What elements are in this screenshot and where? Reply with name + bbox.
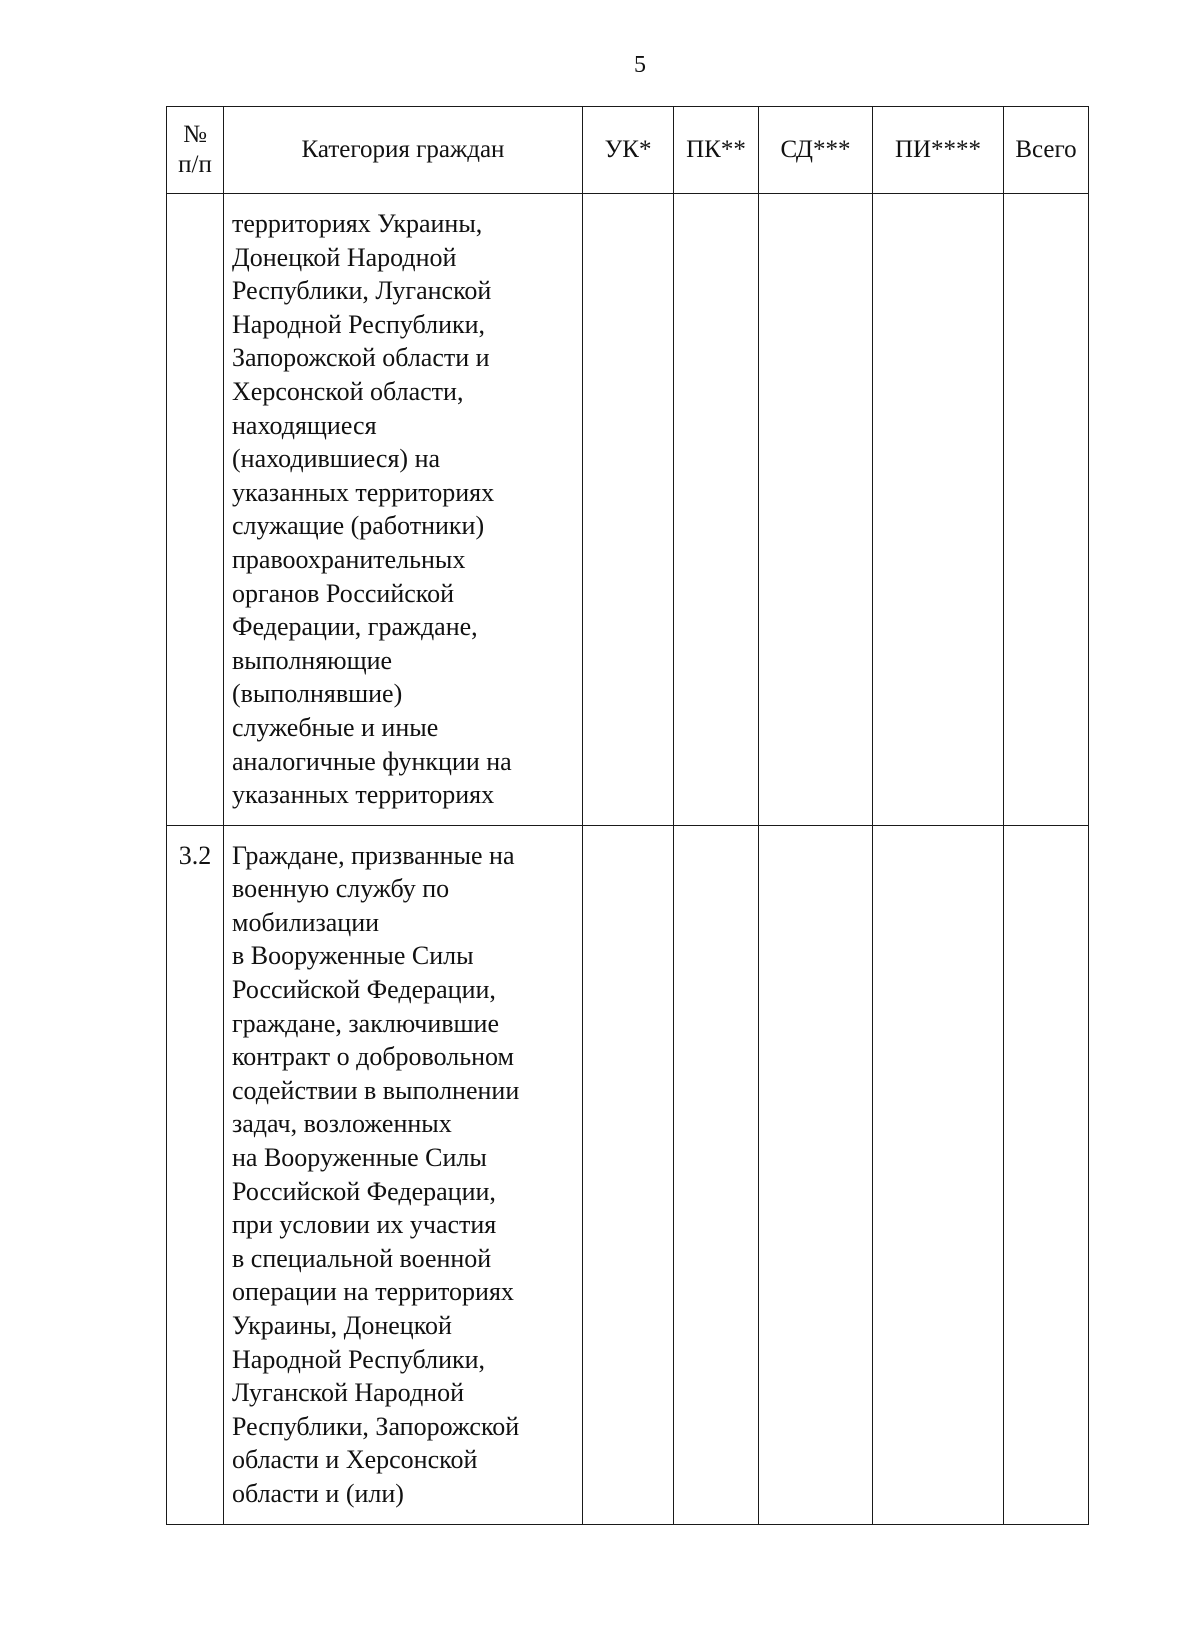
cell-pk [674,194,759,826]
category-text-line: указанных территориях [232,477,495,507]
category-text-line: на Вооруженные Силы [232,1143,487,1173]
category-text-line: (выполнявшие) [232,679,403,709]
category-text-line: Запорожской области и [232,343,490,373]
cell-uk [583,825,674,1524]
citizens-category-table [166,106,1089,1525]
header-number-order: п/п [178,151,212,178]
category-text-line: выполняющие [232,645,393,675]
row-number [167,194,224,826]
header-uk: УК* [583,107,674,194]
category-text-line: Украины, Донецкой [232,1311,452,1340]
cell-sd [759,825,873,1524]
cell-pi [873,825,1004,1524]
category-text-line: в Вооруженные Силы [232,941,474,971]
table-row [167,194,1089,826]
category-text-line: Республики, Запорожской [232,1411,520,1441]
category-text-line: правоохранительных [232,544,466,574]
header-number [167,107,224,194]
category-text-line: органов Российской [232,578,455,608]
category-text-line: Народной Республики, [232,309,486,339]
cell-pi [873,194,1004,826]
category-text-line: военную службу по [232,874,450,904]
row-category [224,194,583,826]
category-text-line: в специальной военной [232,1243,492,1273]
category-text-line: Российской Федерации, [232,975,496,1005]
category-text-line: задач, возложенных [232,1109,452,1139]
cell-pk [674,825,759,1524]
header-sd: СД*** [759,107,873,194]
category-text-line: Херсонской области, [232,376,464,406]
header-number-sign: № [183,121,207,148]
cell-uk [583,194,674,826]
category-text-line: служащие (работники) [232,511,485,541]
category-text-line: Донецкой Народной [232,242,457,272]
category-text-line: служебные и иные [232,712,439,742]
table-row [167,825,1089,1524]
page-number: 5 [634,52,646,78]
row-category [224,825,583,1524]
header-total: Всего [1004,107,1089,194]
category-text-line: содействии в выполнении [232,1075,520,1105]
category-text-line: находящиеся [232,410,377,440]
category-text-line: мобилизации [232,907,380,937]
row-number: 3.2 [167,825,224,1524]
category-text-line: Луганской Народной [232,1378,464,1408]
category-text-line: территориях Украины, [232,209,483,238]
cell-total [1004,825,1089,1524]
category-text-line: Граждане, призванные на [232,840,515,870]
cell-sd [759,194,873,826]
category-text-line: области и (или) [232,1478,404,1508]
category-text-line: граждане, заключившие [232,1008,499,1038]
category-text-line: аналогичные функции на [232,746,512,776]
category-text-line: области и Херсонской [232,1445,478,1475]
header-pk: ПК** [674,107,759,194]
category-text-line: Республики, Луганской [232,276,492,306]
header-pi: ПИ**** [873,107,1004,194]
category-text-line: (находившиеся) на [232,444,441,474]
category-text-line: контракт о добровольном [232,1042,515,1072]
category-text-line: указанных территориях [232,780,495,810]
table-header-row [167,107,1089,194]
category-text-line: Народной Республики, [232,1344,486,1374]
category-text-line: Федерации, граждане, [232,612,478,642]
category-text-line: операции на территориях [232,1277,514,1307]
header-category: Категория граждан [224,107,583,194]
category-text-line: при условии их участия [232,1210,497,1240]
cell-total [1004,194,1089,826]
category-text-line: Российской Федерации, [232,1176,496,1206]
